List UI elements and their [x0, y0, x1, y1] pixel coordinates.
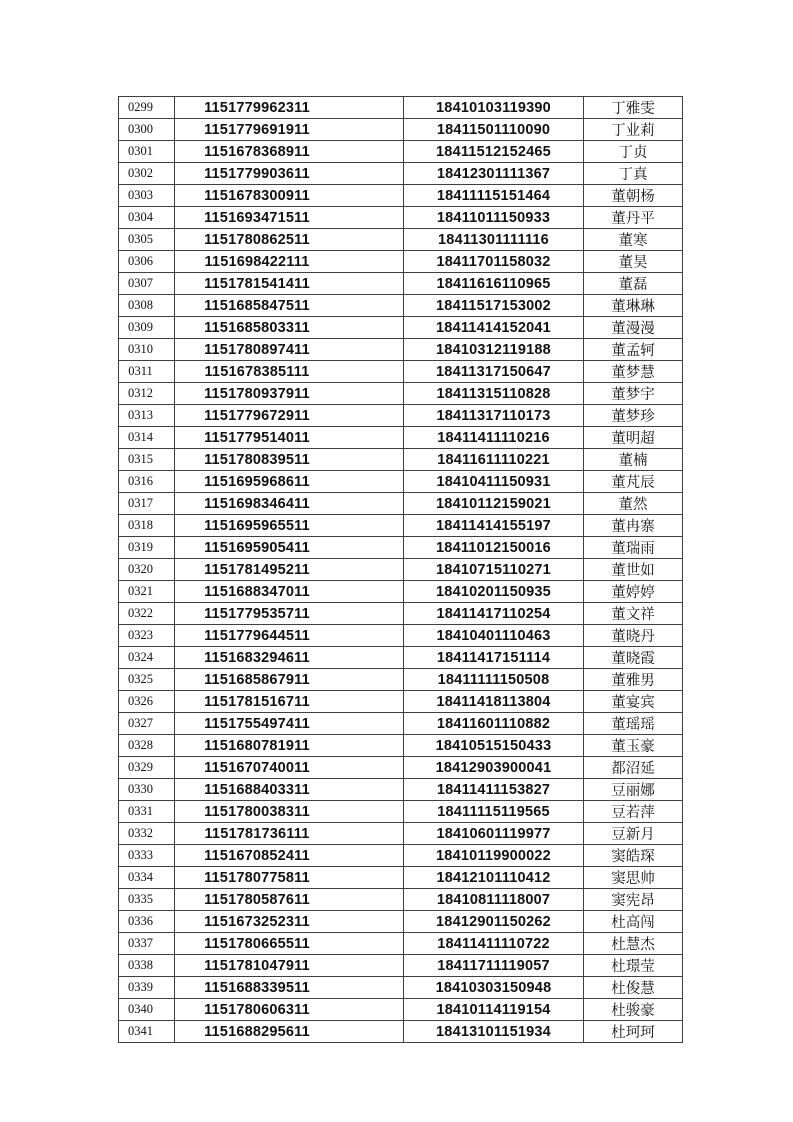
table-row: [119, 911, 683, 933]
sequence-number-cell: 0308: [119, 295, 175, 317]
name-cell: 丁业莉: [584, 119, 683, 141]
name-cell: 窦思帅: [584, 867, 683, 889]
name-cell: 董宴宾: [584, 691, 683, 713]
table-row: [119, 999, 683, 1021]
exam-number-cell: 18411317150647: [404, 361, 584, 383]
sequence-number-cell: 0341: [119, 1021, 175, 1043]
exam-number-cell: 18412903900041: [404, 757, 584, 779]
name-cell: 董梦宇: [584, 383, 683, 405]
name-cell: 董婷婷: [584, 581, 683, 603]
registration-number-cell: 1151779672911: [175, 405, 404, 427]
registration-number-cell: 1151670852411: [175, 845, 404, 867]
exam-number-cell: 18411315110828: [404, 383, 584, 405]
table-row: [119, 273, 683, 295]
name-cell: 董文祥: [584, 603, 683, 625]
sequence-number-cell: 0331: [119, 801, 175, 823]
sequence-number-cell: 0323: [119, 625, 175, 647]
sequence-number-cell: 0327: [119, 713, 175, 735]
table-row: [119, 471, 683, 493]
table-row: [119, 779, 683, 801]
registration-number-cell: 1151670740011: [175, 757, 404, 779]
sequence-number-cell: 0320: [119, 559, 175, 581]
registration-number-cell: 1151779644511: [175, 625, 404, 647]
exam-number-cell: 18410103119390: [404, 97, 584, 119]
exam-number-cell: 18412101110412: [404, 867, 584, 889]
table-row: [119, 427, 683, 449]
table-row: [119, 955, 683, 977]
exam-number-cell: 18410114119154: [404, 999, 584, 1021]
sequence-number-cell: 0305: [119, 229, 175, 251]
exam-number-cell: 18412901150262: [404, 911, 584, 933]
registration-number-cell: 1151685847511: [175, 295, 404, 317]
exam-number-cell: 18411711119057: [404, 955, 584, 977]
exam-number-cell: 18411111150508: [404, 669, 584, 691]
name-cell: 董漫漫: [584, 317, 683, 339]
sequence-number-cell: 0307: [119, 273, 175, 295]
exam-number-cell: 18412301111367: [404, 163, 584, 185]
exam-number-cell: 18411616110965: [404, 273, 584, 295]
sequence-number-cell: 0337: [119, 933, 175, 955]
table-row: [119, 383, 683, 405]
name-cell: 董明超: [584, 427, 683, 449]
sequence-number-cell: 0300: [119, 119, 175, 141]
registration-number-cell: 1151779903611: [175, 163, 404, 185]
table-row: [119, 97, 683, 119]
exam-number-cell: 18411417110254: [404, 603, 584, 625]
registration-number-cell: 1151695905411: [175, 537, 404, 559]
sequence-number-cell: 0335: [119, 889, 175, 911]
exam-number-cell: 18411301111116: [404, 229, 584, 251]
sequence-number-cell: 0318: [119, 515, 175, 537]
exam-number-cell: 18411411110216: [404, 427, 584, 449]
sequence-number-cell: 0303: [119, 185, 175, 207]
registration-number-cell: 1151780587611: [175, 889, 404, 911]
name-cell: 豆若萍: [584, 801, 683, 823]
name-cell: 都沼延: [584, 757, 683, 779]
exam-number-cell: 18411317110173: [404, 405, 584, 427]
registration-number-cell: 1151780862511: [175, 229, 404, 251]
table-row: [119, 229, 683, 251]
registration-number-cell: 1151780839511: [175, 449, 404, 471]
name-cell: 杜俊慧: [584, 977, 683, 999]
sequence-number-cell: 0338: [119, 955, 175, 977]
registration-number-cell: 1151779535711: [175, 603, 404, 625]
table-row: [119, 735, 683, 757]
exam-number-cell: 18410515150433: [404, 735, 584, 757]
name-cell: 董昊: [584, 251, 683, 273]
name-cell: 董冉寨: [584, 515, 683, 537]
sequence-number-cell: 0326: [119, 691, 175, 713]
registration-number-cell: 1151678385111: [175, 361, 404, 383]
name-cell: 杜高闯: [584, 911, 683, 933]
registration-number-cell: 1151781541411: [175, 273, 404, 295]
registration-number-cell: 1151781736111: [175, 823, 404, 845]
table-row: [119, 867, 683, 889]
table-row: [119, 801, 683, 823]
table-row: [119, 933, 683, 955]
table-row: [119, 889, 683, 911]
exam-number-cell: 18410715110271: [404, 559, 584, 581]
sequence-number-cell: 0332: [119, 823, 175, 845]
sequence-number-cell: 0324: [119, 647, 175, 669]
table-row: [119, 559, 683, 581]
table-row: [119, 361, 683, 383]
table-row: [119, 691, 683, 713]
exam-number-cell: 18410312119188: [404, 339, 584, 361]
sequence-number-cell: 0325: [119, 669, 175, 691]
exam-number-cell: 18411115151464: [404, 185, 584, 207]
name-cell: 董芃辰: [584, 471, 683, 493]
registration-number-cell: 1151678300911: [175, 185, 404, 207]
name-cell: 杜骏豪: [584, 999, 683, 1021]
name-cell: 董瑞雨: [584, 537, 683, 559]
exam-number-cell: 18411701158032: [404, 251, 584, 273]
sequence-number-cell: 0328: [119, 735, 175, 757]
registration-number-cell: 1151780038311: [175, 801, 404, 823]
exam-number-cell: 18410112159021: [404, 493, 584, 515]
registration-number-cell: 1151688403311: [175, 779, 404, 801]
exam-number-cell: 18410811118007: [404, 889, 584, 911]
name-cell: 窦皓琛: [584, 845, 683, 867]
sequence-number-cell: 0317: [119, 493, 175, 515]
sequence-number-cell: 0310: [119, 339, 175, 361]
registration-number-cell: 1151781516711: [175, 691, 404, 713]
registration-number-cell: 1151685803311: [175, 317, 404, 339]
exam-number-cell: 18410119900022: [404, 845, 584, 867]
table-row: [119, 163, 683, 185]
name-cell: 董瑶瑶: [584, 713, 683, 735]
exam-number-cell: 18411012150016: [404, 537, 584, 559]
name-cell: 董琳琳: [584, 295, 683, 317]
sequence-number-cell: 0313: [119, 405, 175, 427]
registration-number-cell: 1151698422111: [175, 251, 404, 273]
table-row: [119, 647, 683, 669]
registration-number-cell: 1151780937911: [175, 383, 404, 405]
registration-number-cell: 1151779691911: [175, 119, 404, 141]
table-row: [119, 823, 683, 845]
name-cell: 董磊: [584, 273, 683, 295]
registration-number-cell: 1151780775811: [175, 867, 404, 889]
name-cell: 董朝杨: [584, 185, 683, 207]
table-row: [119, 251, 683, 273]
exam-number-cell: 18411411153827: [404, 779, 584, 801]
table-row: [119, 207, 683, 229]
table-row: [119, 317, 683, 339]
name-cell: 杜珂珂: [584, 1021, 683, 1043]
sequence-number-cell: 0316: [119, 471, 175, 493]
name-cell: 董梦珍: [584, 405, 683, 427]
registration-number-cell: 1151688339511: [175, 977, 404, 999]
sequence-number-cell: 0311: [119, 361, 175, 383]
table-row: [119, 581, 683, 603]
sequence-number-cell: 0330: [119, 779, 175, 801]
name-cell: 豆新月: [584, 823, 683, 845]
sequence-number-cell: 0299: [119, 97, 175, 119]
name-cell: 丁雅雯: [584, 97, 683, 119]
table-row: [119, 1021, 683, 1043]
exam-number-cell: 18411411110722: [404, 933, 584, 955]
registration-number-cell: 1151683294611: [175, 647, 404, 669]
sequence-number-cell: 0315: [119, 449, 175, 471]
table-row: [119, 449, 683, 471]
name-cell: 董雅男: [584, 669, 683, 691]
name-cell: 窦宪昂: [584, 889, 683, 911]
roster-table: [118, 96, 683, 1043]
sequence-number-cell: 0339: [119, 977, 175, 999]
registration-number-cell: 1151695968611: [175, 471, 404, 493]
table-row: [119, 339, 683, 361]
registration-number-cell: 1151698346411: [175, 493, 404, 515]
sequence-number-cell: 0304: [119, 207, 175, 229]
exam-number-cell: 18410601119977: [404, 823, 584, 845]
name-cell: 董梦慧: [584, 361, 683, 383]
sequence-number-cell: 0319: [119, 537, 175, 559]
sequence-number-cell: 0314: [119, 427, 175, 449]
registration-number-cell: 1151680781911: [175, 735, 404, 757]
table-row: [119, 603, 683, 625]
table-row: [119, 493, 683, 515]
sequence-number-cell: 0336: [119, 911, 175, 933]
table-row: [119, 977, 683, 999]
sequence-number-cell: 0306: [119, 251, 175, 273]
table-row: [119, 757, 683, 779]
registration-number-cell: 1151755497411: [175, 713, 404, 735]
name-cell: 董楠: [584, 449, 683, 471]
exam-number-cell: 18411418113804: [404, 691, 584, 713]
table-row: [119, 625, 683, 647]
sequence-number-cell: 0301: [119, 141, 175, 163]
registration-number-cell: 1151780665511: [175, 933, 404, 955]
exam-number-cell: 18411601110882: [404, 713, 584, 735]
registration-number-cell: 1151685867911: [175, 669, 404, 691]
exam-number-cell: 18411414152041: [404, 317, 584, 339]
table-row: [119, 713, 683, 735]
table-row: [119, 119, 683, 141]
registration-number-cell: 1151781047911: [175, 955, 404, 977]
table-row: [119, 669, 683, 691]
exam-number-cell: 18413101151934: [404, 1021, 584, 1043]
sequence-number-cell: 0322: [119, 603, 175, 625]
registration-number-cell: 1151678368911: [175, 141, 404, 163]
sequence-number-cell: 0309: [119, 317, 175, 339]
name-cell: 杜璟莹: [584, 955, 683, 977]
sequence-number-cell: 0321: [119, 581, 175, 603]
exam-number-cell: 18411115119565: [404, 801, 584, 823]
name-cell: 丁贞: [584, 141, 683, 163]
registration-number-cell: 1151780606311: [175, 999, 404, 1021]
registration-number-cell: 1151688295611: [175, 1021, 404, 1043]
exam-number-cell: 18411011150933: [404, 207, 584, 229]
table-row: [119, 405, 683, 427]
table-row: [119, 515, 683, 537]
sequence-number-cell: 0334: [119, 867, 175, 889]
registration-number-cell: 1151673252311: [175, 911, 404, 933]
name-cell: 豆丽娜: [584, 779, 683, 801]
exam-number-cell: 18410411150931: [404, 471, 584, 493]
roster-table-body: [119, 97, 683, 1043]
sequence-number-cell: 0333: [119, 845, 175, 867]
name-cell: 董孟轲: [584, 339, 683, 361]
exam-number-cell: 18411417151114: [404, 647, 584, 669]
exam-number-cell: 18410401110463: [404, 625, 584, 647]
sequence-number-cell: 0302: [119, 163, 175, 185]
exam-number-cell: 18411501110090: [404, 119, 584, 141]
registration-number-cell: 1151779514011: [175, 427, 404, 449]
name-cell: 董然: [584, 493, 683, 515]
exam-number-cell: 18410201150935: [404, 581, 584, 603]
registration-number-cell: 1151688347011: [175, 581, 404, 603]
sequence-number-cell: 0340: [119, 999, 175, 1021]
name-cell: 董晓霞: [584, 647, 683, 669]
name-cell: 董晓丹: [584, 625, 683, 647]
table-row: [119, 141, 683, 163]
table-row: [119, 295, 683, 317]
table-row: [119, 537, 683, 559]
name-cell: 董玉豪: [584, 735, 683, 757]
table-row: [119, 845, 683, 867]
name-cell: 杜慧杰: [584, 933, 683, 955]
exam-number-cell: 18411611110221: [404, 449, 584, 471]
name-cell: 董寒: [584, 229, 683, 251]
exam-number-cell: 18411517153002: [404, 295, 584, 317]
exam-number-cell: 18411414155197: [404, 515, 584, 537]
sequence-number-cell: 0329: [119, 757, 175, 779]
exam-number-cell: 18410303150948: [404, 977, 584, 999]
sequence-number-cell: 0312: [119, 383, 175, 405]
registration-number-cell: 1151695965511: [175, 515, 404, 537]
table-row: [119, 185, 683, 207]
registration-number-cell: 1151693471511: [175, 207, 404, 229]
exam-number-cell: 18411512152465: [404, 141, 584, 163]
name-cell: 董世如: [584, 559, 683, 581]
name-cell: 丁真: [584, 163, 683, 185]
registration-number-cell: 1151779962311: [175, 97, 404, 119]
name-cell: 董丹平: [584, 207, 683, 229]
registration-number-cell: 1151780897411: [175, 339, 404, 361]
registration-number-cell: 1151781495211: [175, 559, 404, 581]
